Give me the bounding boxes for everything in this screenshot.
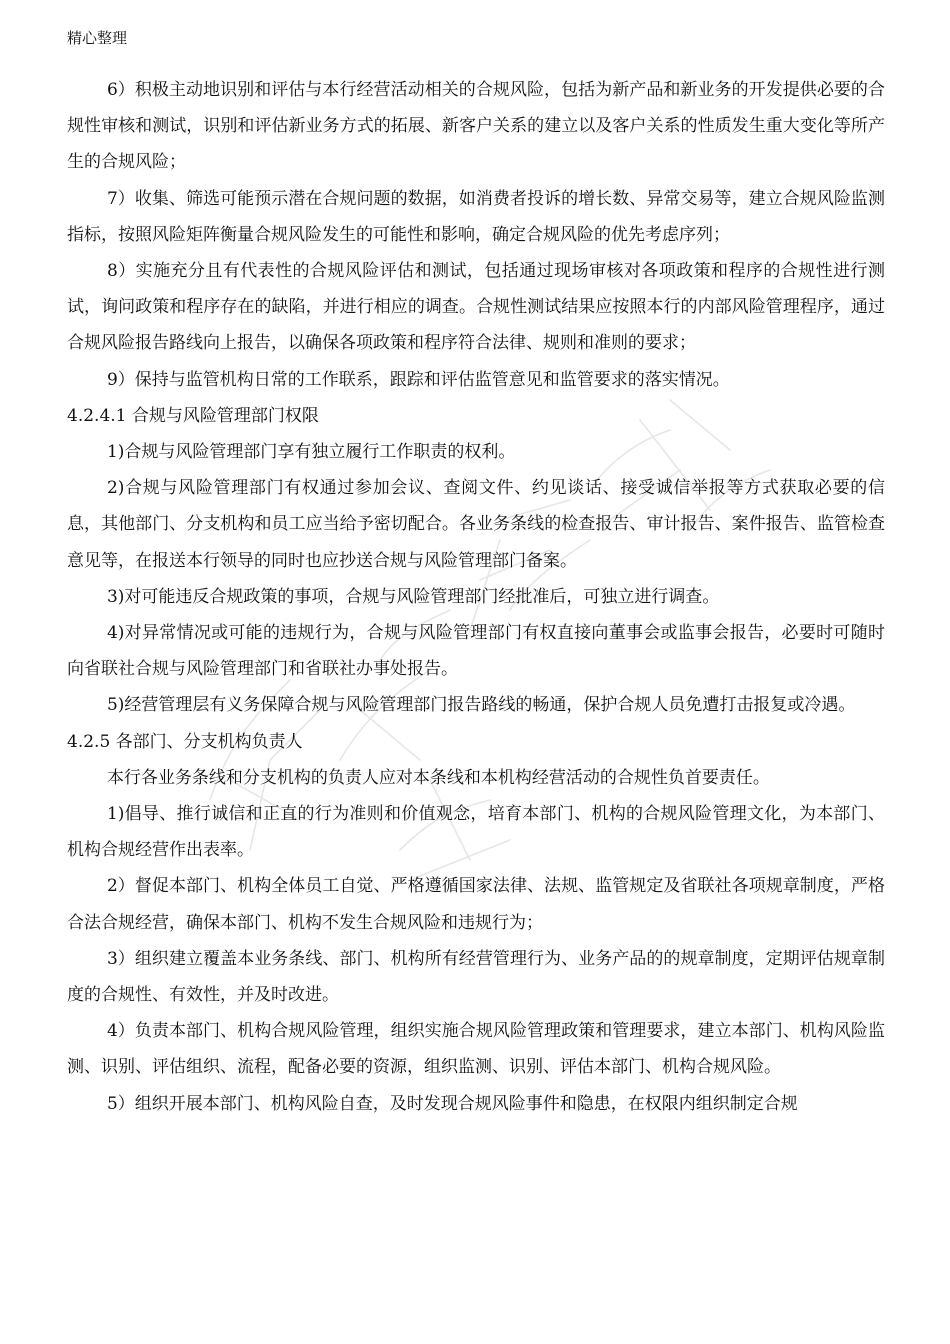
paragraph-duty-2: 2）督促本部门、机构全体员工自觉、严格遵循国家法律、法规、监管规定及省联社各项规章制度，严格合法合规经营，确保本部门、机构不发生合规风险和违规行为； — [67, 876, 885, 933]
paragraph-duty-3: 3）组织建立覆盖本业务条线、部门、机构所有经营管理行为、业务产品的的规章制度，定期评估规章制度的合规性、有效性，并及时改进。 — [67, 948, 885, 1006]
paragraph-authority-3: 3)对可能违反合规政策的事项，合规与风险管理部门经批准后，可独立进行调查。 — [106, 586, 720, 607]
paragraph-duty-4: 4）负责本部门、机构合规风险管理，组织实施合规风险管理政策和管理要求，建立本部门、机构风险监测、识别、评估组织、流程，配备必要的资源，组织监测、识别、评估本部门、机构合规风险。 — [67, 1021, 885, 1078]
paragraph-authority-5: 5)经营管理层有义务保障合规与风险管理部门报告路线的畅通，保护合规人员免遭打击报复或冷遇。 — [106, 695, 856, 716]
paragraph-item-6: 6）积极主动地识别和评估与本行经营活动相关的合规风险，包括为新产品和新业务的开发提供必要的合规性审核和测试，识别和评估新业务方式的拓展、新客户关系的建立以及客户关系的性质发生重大变化等所产生的合规风险； — [67, 80, 885, 173]
document-body — [67, 72, 885, 1122]
section-heading-4-2-5: 4.2.5 各部门、分支机构负责人 — [67, 731, 303, 752]
paragraph-duty-1: 1)倡导、推行诚信和正直的行为准则和价值观念，培育本部门、机构的合规风险管理文化，为本部门、机构合规经营作出表率。 — [67, 804, 885, 861]
paragraph-item-9: 9）保持与监管机构日常的工作联系，跟踪和评估监管意见和监管要求的落实情况。 — [106, 369, 730, 390]
page-header-label: 精心整理 — [67, 29, 128, 47]
paragraph-authority-1: 1)合规与风险管理部门享有独立履行工作职责的权利。 — [106, 442, 516, 463]
section-heading-4-2-4-1: 4.2.4.1 合规与风险管理部门权限 — [67, 405, 319, 426]
paragraph-intro: 本行各业务条线和分支机构的负责人应对本条线和本机构经营活动的合规性负首要责任。 — [106, 767, 770, 788]
paragraph-item-8: 8）实施充分且有代表性的合规风险评估和测试，包括通过现场审核对各项政策和程序的合规性进行测试，询问政策和程序存在的缺陷，并进行相应的调查。合规性测试结果应按照本行的内部风险管理程序，通过合规风险报告路线向上报告，以确保各项政策和程序符合法律、规则和准则的要求； — [67, 261, 885, 354]
paragraph-duty-5: 5）组织开展本部门、机构风险自查，及时发现合规风险事件和隐患，在权限内组织制定合规 — [106, 1093, 798, 1114]
paragraph-authority-2: 2)合规与风险管理部门有权通过参加会议、查阅文件、约见谈话、接受诚信举报等方式获取必要的信息，其他部门、分支机构和员工应当给予密切配合。各业务条线的检查报告、审计报告、案件报告、监管检查意见等，在报送本行领导的同时也应抄送合规与风险管理部门备案。 — [67, 478, 885, 571]
paragraph-authority-4: 4)对异常情况或可能的违规行为，合规与风险管理部门有权直接向董事会或监事会报告，必要时可随时向省联社合规与风险管理部门和省联社办事处报告。 — [67, 623, 885, 680]
paragraph-item-7: 7）收集、筛选可能预示潜在合规问题的数据，如消费者投诉的增长数、异常交易等，建立合规风险监测指标，按照风险矩阵衡量合规风险发生的可能性和影响，确定合规风险的优先考虑序列； — [67, 188, 885, 245]
